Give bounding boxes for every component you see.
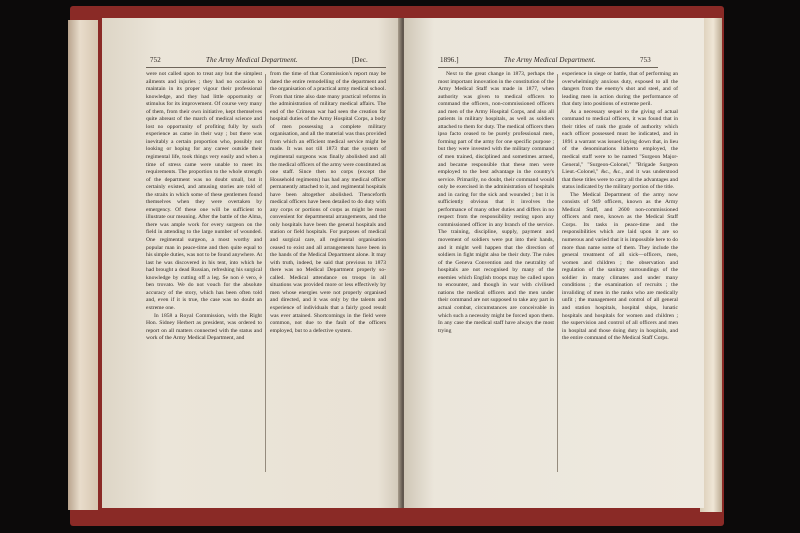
paragraph: Next to the great change in 1873, perhaps the most important innovation in the constitution of the Army Medical Staff was made in 1877, when authority was given to medical officers to command the officers, non-commissioned officers and men of the Army Hospital Corps, and also all patients in military hospitals, as well as soldiers attached to them for duty. The medical officers then ipso facto ceased to be purely professional men, forming part of the army for one specific purpose ; but they were invested with the military command of men trained, disciplined and sometimes armed, and became responsible that these men were employed to the best advantage in the country's service. Primarily, no doubt, their command would only be exercised in the administration of hospitals and in caring for the sick and wounded ; but it is sufficiently obvious that it involves the performance of many other duties and differs in no respect from the responsibility resting upon any commissioned officer in any branch of the service. The training, discipline, supply, payment and movement of soldiers were put into their hands, and it might well happen that the direction of soldiers in fight might also be their duty. The rules of the Geneva Convention and the neutrality of hospitals are not recognised by many of the enemies which English troops may be called upon to encounter, and though in war with civilised nations the medical officers and the men under their command are not supposed to take any part in actual combat, circumstances are conceivable in which such a necessity might be forced upon them. In any case the medical staff have always the most trying — [438, 71, 554, 334]
paragraph: from the time of that Commission's report may be dated the entire remodelling of the department and the organisation of a practical army medical school. From that time also date many practical reforms in the administration of military medical affairs. The end of the Crimean war had seen the creation for hospital duties of the Army Hospital Corps, a body of men possessing a complete military organisation, and all the material was thus provided from which an efficient medical service might be made. It was not till 1873 that the system of regimental surgeons was finally abolished and all the medical officers of the army were constituted as one staff. Since then no corps (except the Household regiments) has had any medical officer permanently attached to it, and regimental hospitals have been altogether abolished. Thenceforth medical officers have been detailed to do duty with any corps or portions of corps as might be most convenient for departmental arrangements, and the only hospitals have been the general hospitals and station or field hospitals. For purposes of medical and surgical care, all regimental organisation ceased to exist and all arrangements have been in the hands of the Medical Department alone. It may with truth, indeed, be said that previous to 1873 there was no Medical Department properly so-called. Medical attendance on troops in all situations was provided more or less effectively by men whose energies were not properly organised and directed, and it was only by the talents and experience of individuals that a fairly good result was ever attained. Shortcomings in the field were common, not due to the fault of the officers employed, but to a defective system. — [270, 71, 386, 334]
paragraph: In 1858 a Royal Commission, with the Right Hon. Sidney Herbert as president, was ordered to report on all matters connected with the status and work of the Army Medical Department, and — [146, 312, 262, 342]
right-page-number: 753 — [640, 56, 651, 64]
left-column-1 — [146, 71, 262, 343]
left-header-rule — [146, 67, 386, 68]
right-column-2 — [562, 71, 678, 343]
paragraph: experience in siege or battle, that of performing an overwhelmingly anxious duty, exposed to all the dangers from the enemy's shot and steel, and of leading men in action during the performance of that duty into positions of extreme peril. — [562, 71, 678, 108]
column-separator — [557, 74, 558, 472]
paragraph: The Medical Department of the army now consists of 949 officers, known as the Army Medical Staff, and 2600 non-commissioned officers and men, known as the Medical Staff Corps. Its tasks in peace-time and the responsibilities which are laid upon it are so numerous and varied that it is impossible here to do more than name some of them. They include the general treatment of all sick—officers, men, women and children ; the observation and regulation of the sanitary surroundings of the soldier in many climates and under many conditions ; the examination of recruits ; the invaliding of men in the ranks who are medically unfit ; the management and control of all general and station hospitals, hospital ships, lunatic hospitals and hospitals for women and children ; the supervision and control of all officers and men in hospital and those doing duty in hospitals, and the entire command of the Medical Staff Corps. — [562, 191, 678, 342]
left-running-title: The Army Medical Department. — [206, 56, 298, 64]
left-page-number: 752 — [150, 56, 161, 64]
right-column-1 — [438, 71, 554, 335]
right-page — [404, 18, 704, 508]
left-column-2 — [270, 71, 386, 335]
right-running-title: The Army Medical Department. — [504, 56, 596, 64]
left-page-stack — [68, 20, 98, 510]
left-page — [102, 18, 402, 508]
column-separator — [265, 74, 266, 472]
right-year: 1896.] — [440, 56, 459, 64]
right-header-rule — [438, 67, 658, 68]
left-bracket-date: [Dec. — [352, 56, 368, 64]
paragraph: As a necessary sequel to the giving of actual command to medical officers, it was found that in their titles of rank the grade of authority which each officer possessed must be indicated, and in 1891 a warrant was issued laying down that, in lieu of the denominations hitherto employed, the medical staff were to be named "Surgeon Major-General," "Surgeon-Colonel," "Brigade Surgeon Lieut.-Colonel," &c., &c., and it was understood that these titles were to carry all the advantages and status indicated by the military portion of the title. — [562, 108, 678, 191]
paragraph: were not called upon to treat any but the simplest ailments and injuries ; they had no occasion to maintain in its proper vigour their professional knowledge, and they had little opportunity or stimulus for its improvement. Of course very many of them, from their own initiative, kept themselves quite abreast of the march of medical science and lost no opportunity of profiting fully by such experience as came in their way ; but there was inevitably a certain proportion who, possibly not looking or hoping for any career outside their regimental life, took things very easily and when a time of stress came were unable to meet its requirements. The proportion to the whole strength of the department was no doubt small, but it certainly existed, and amusing stories are told of the straits in which some of these gentlemen found themselves when they were overtaken by emergency. Of these one will be sufficient to illustrate our meaning. After the battle of the Alma, there was ample work for every surgeon on the field in attending to the large number of wounded. One regimental surgeon, a most worthy and popular man in peace-time and then quite equal to his simple duties, was not to be found anywhere. At last he was discovered in his tent, into which he had brought a dead Russian, refreshing his surgical knowledge by cutting off a leg. Se non è vero, è ben trovato. We do not vouch for the absolute accuracy of the story, which has been often told and, even if it is true, the case was no doubt an extreme one. — [146, 71, 262, 311]
